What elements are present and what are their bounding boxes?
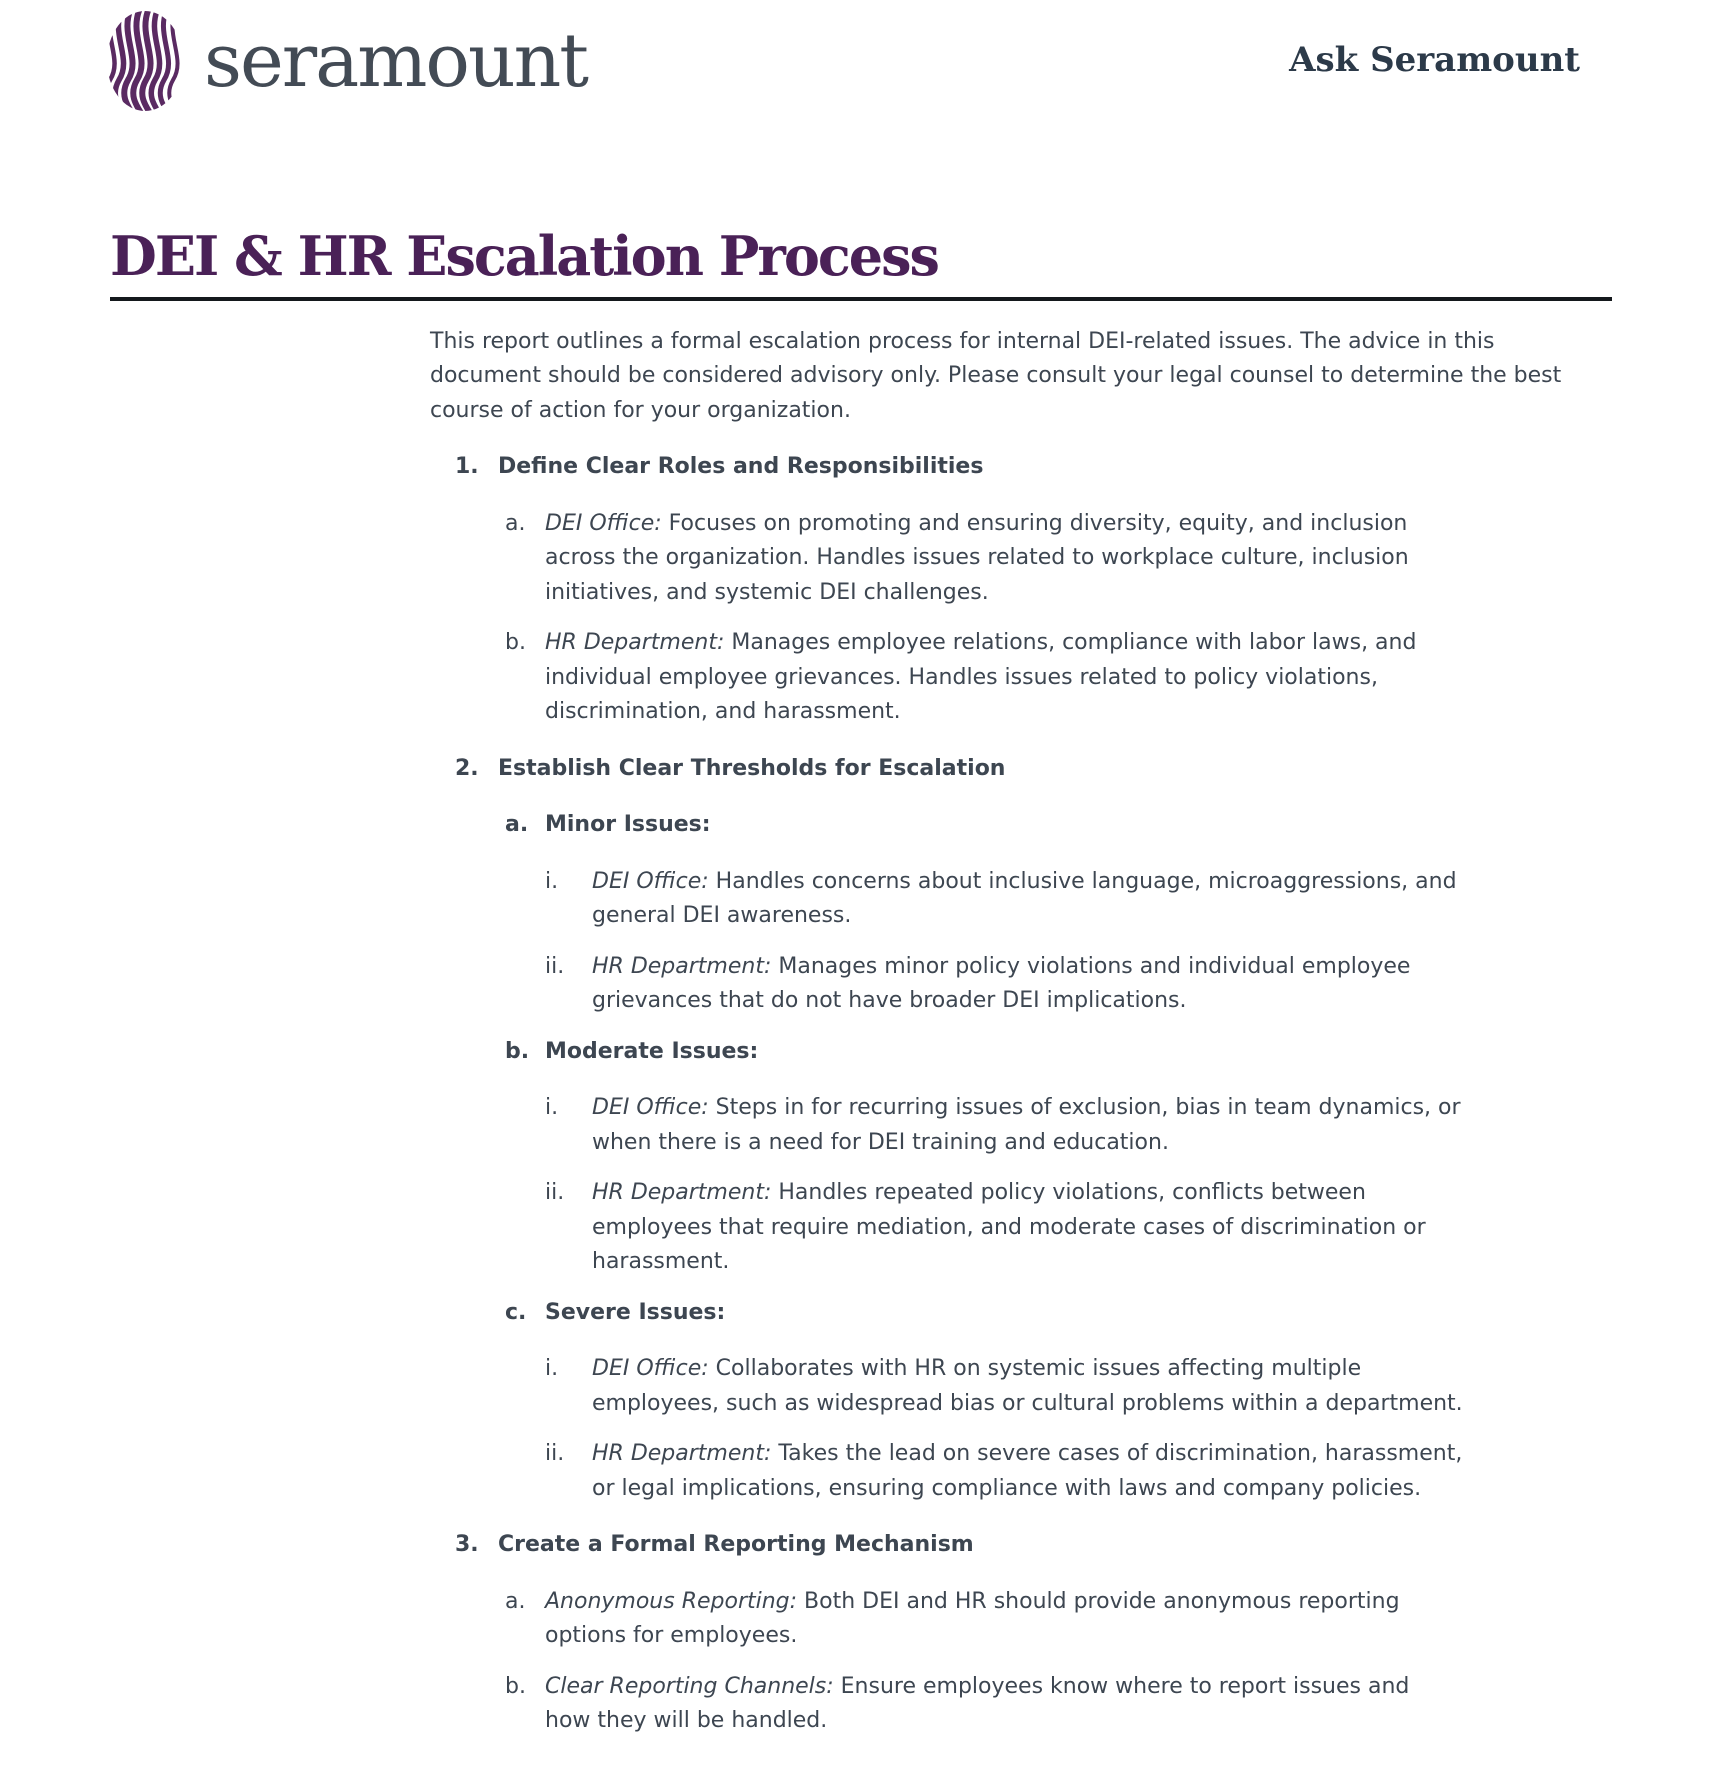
list-marker: 1. xyxy=(455,454,479,480)
list-marker: a. xyxy=(505,510,526,536)
seramount-logo-text: seramount xyxy=(204,18,588,104)
item-lead-italic: DEI Office: xyxy=(592,1356,709,1382)
section-2-heading xyxy=(430,752,1722,787)
seramount-logo[interactable] xyxy=(106,10,587,112)
page-title: DEI & HR Escalation Process xyxy=(110,224,938,288)
list-marker: ii. xyxy=(545,953,565,979)
list-marker: b. xyxy=(505,1673,526,1699)
list-marker: i. xyxy=(545,1356,559,1382)
list-marker: i. xyxy=(545,1095,559,1121)
item-text: HR Department: Takes the lead on severe cases of discrimination, harassment, or legal implications, ensuring compliance with laws and company policies. xyxy=(592,1441,1463,1501)
item-lead-italic: Anonymous Reporting: xyxy=(545,1588,798,1614)
list-marker: b. xyxy=(505,1038,530,1064)
list-marker: ii. xyxy=(545,1441,565,1467)
heading-text: Create a Formal Reporting Mechanism xyxy=(498,1532,974,1558)
item-text: Clear Reporting Channels: Ensure employees know where to report issues and how they will be handled. xyxy=(545,1673,1410,1734)
item-lead-italic: HR Department: xyxy=(592,953,772,979)
list-item xyxy=(430,626,1722,730)
list-marker: 3. xyxy=(455,1532,479,1558)
list-item xyxy=(430,1437,1722,1506)
item-lead-italic: DEI Office: xyxy=(545,510,662,536)
list-marker: 2. xyxy=(455,755,479,781)
heading-text: Minor Issues: xyxy=(545,812,711,838)
title-divider xyxy=(110,297,1612,301)
list-item xyxy=(430,1176,1722,1280)
list-marker: c. xyxy=(505,1299,527,1325)
item-lead-italic: DEI Office: xyxy=(592,868,709,894)
item-text: HR Department: Handles repeated policy violations, conflicts between employees that require mediation, and moderate cases of discrimination or harassment. xyxy=(592,1180,1426,1275)
list-item xyxy=(430,950,1722,1019)
sub-heading xyxy=(430,1035,1722,1070)
section-3-heading xyxy=(430,1528,1722,1563)
list-item xyxy=(430,865,1722,934)
list-marker: a. xyxy=(505,1588,526,1614)
item-lead-italic: HR Department: xyxy=(592,1180,772,1206)
sub-heading xyxy=(430,1296,1722,1331)
list-marker: b. xyxy=(505,630,526,656)
list-marker: ii. xyxy=(545,1180,565,1206)
heading-text: Moderate Issues: xyxy=(545,1038,759,1064)
item-text: DEI Office: Collaborates with HR on systemic issues affecting multiple employees, such as widespread bias or cultural problems within a department. xyxy=(592,1356,1463,1416)
item-text: DEI Office: Handles concerns about inclusive language, microaggressions, and general DEI awareness. xyxy=(592,868,1457,929)
item-text: HR Department: Manages minor policy violations and individual employee grievances that do not have broader DEI implications. xyxy=(592,953,1411,1014)
item-text: DEI Office: Focuses on promoting and ensuring diversity, equity, and inclusion across the organization. Handles issues related to workplace culture, inclusion initiatives, and systemic DEI challenges. xyxy=(545,510,1409,605)
clipped-list-item xyxy=(430,1670,1722,1739)
item-text: HR Department: Manages employee relations, compliance with labor laws, and individual employee grievances. Handles issues related to policy violations, discrimination, and harassment. xyxy=(545,630,1417,725)
item-lead-italic: DEI Office: xyxy=(592,1095,709,1121)
heading-text: Establish Clear Thresholds for Escalation xyxy=(498,755,1006,781)
item-lead-italic: HR Department: xyxy=(592,1441,772,1467)
list-marker: a. xyxy=(505,812,529,838)
item-text: Anonymous Reporting: Both DEI and HR should provide anonymous reporting options for employees. xyxy=(545,1588,1400,1649)
heading-text: Define Clear Roles and Responsibilities xyxy=(498,454,984,480)
page-header xyxy=(0,0,1722,112)
section-1-heading xyxy=(430,450,1722,485)
heading-text: Severe Issues: xyxy=(545,1299,726,1325)
list-item xyxy=(430,1585,1722,1654)
ask-seramount-link[interactable]: Ask Seramount xyxy=(1289,40,1580,80)
list-item xyxy=(430,1091,1722,1160)
intro-paragraph: This report outlines a formal escalation process for internal DEI-related issues. The advice in this document should be considered advisory only. Please consult your legal counsel to determine the best course of action for your organization. xyxy=(430,328,1562,423)
sub-heading xyxy=(430,808,1722,843)
item-text: DEI Office: Steps in for recurring issues of exclusion, bias in team dynamics, or when there is a need for DEI training and education. xyxy=(592,1095,1461,1155)
seramount-swirl-icon xyxy=(106,10,184,112)
list-marker: i. xyxy=(545,868,559,894)
list-item xyxy=(430,1352,1722,1421)
item-lead-italic: HR Department: xyxy=(545,630,725,656)
outline-list xyxy=(430,450,1722,1739)
item-lead-italic: Clear Reporting Channels: xyxy=(545,1673,834,1699)
list-item xyxy=(430,507,1722,611)
